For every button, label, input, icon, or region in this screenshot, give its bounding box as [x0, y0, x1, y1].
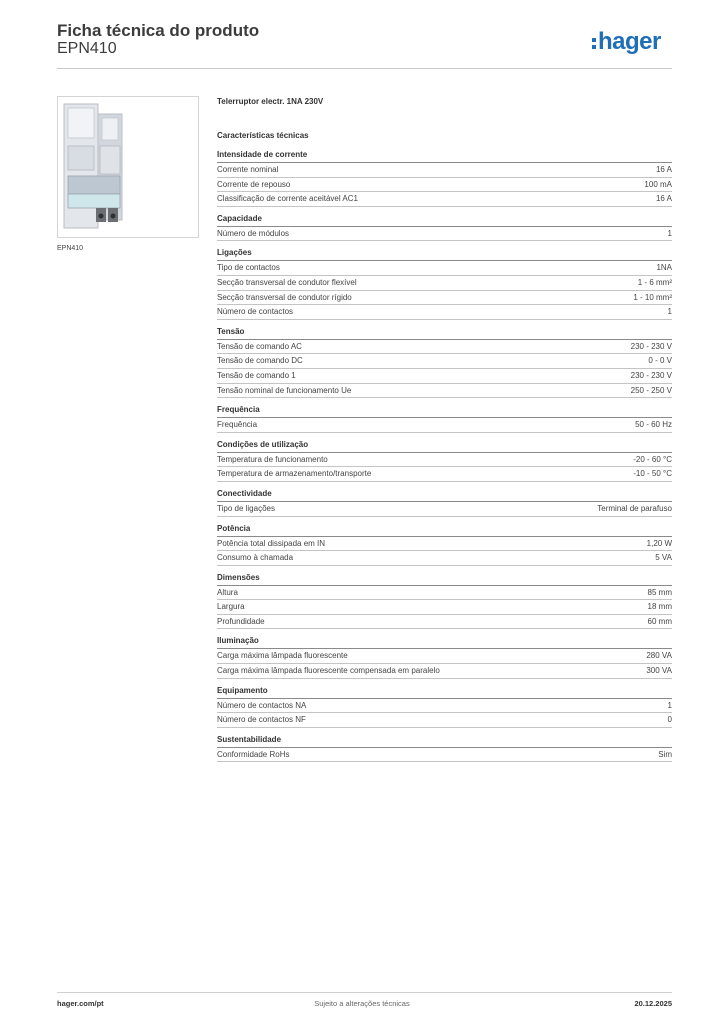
section-title: Potência [217, 523, 672, 537]
footer-divider [57, 992, 672, 993]
section-title: Sustentabilidade [217, 734, 672, 748]
spec-section [217, 635, 672, 678]
spec-section [217, 149, 672, 207]
spec-row [217, 537, 672, 552]
header-divider [57, 68, 672, 69]
spec-row [217, 227, 672, 242]
spec-row [217, 615, 672, 630]
spec-value: Terminal de parafuso [597, 503, 672, 513]
product-code-heading: EPN410 [57, 40, 117, 57]
spec-label: Frequência [217, 420, 258, 430]
spec-label: Tipo de ligações [217, 503, 275, 513]
spec-label: Temperatura de armazenamento/transporte [217, 469, 372, 479]
spec-label: Corrente de repouso [217, 179, 291, 189]
spec-section [217, 439, 672, 482]
spec-value: 230 - 230 V [630, 341, 672, 351]
footer-date: 20.12.2025 [634, 999, 672, 1008]
spec-sections [217, 149, 672, 762]
spec-value: 230 - 230 V [630, 370, 672, 380]
spec-value: 0 - 0 V [648, 356, 672, 366]
spec-label: Largura [217, 602, 245, 612]
footer-website: hager.com/pt [57, 999, 104, 1008]
footer-notice: Sujeito a alterações técnicas [314, 999, 410, 1008]
spec-label: Altura [217, 587, 238, 597]
spec-row [217, 699, 672, 714]
spec-row [217, 649, 672, 664]
spec-label: Profundidade [217, 616, 265, 626]
section-title: Condições de utilização [217, 439, 672, 453]
section-title: Capacidade [217, 213, 672, 227]
spec-value: 100 mA [644, 179, 672, 189]
spec-value: 0 [667, 715, 672, 725]
section-title: Conectividade [217, 488, 672, 502]
spec-label: Tensão nominal de funcionamento Ue [217, 385, 352, 395]
section-title: Dimensões [217, 572, 672, 586]
spec-value: 280 VA [646, 651, 672, 661]
spec-heading: Características técnicas [217, 131, 309, 140]
spec-value: 1NA [656, 263, 672, 273]
spec-label: Tensão de comando 1 [217, 370, 296, 380]
spec-row [217, 305, 672, 320]
section-title: Tensão [217, 326, 672, 340]
section-title: Intensidade de corrente [217, 149, 672, 163]
spec-value: 300 VA [646, 666, 672, 676]
spec-value: 1,20 W [646, 538, 672, 548]
specification-table [217, 95, 672, 762]
section-title: Equipamento [217, 685, 672, 699]
spec-label: Temperatura de funcionamento [217, 454, 328, 464]
spec-section [217, 247, 672, 319]
spec-label: Tipo de contactos [217, 263, 280, 273]
spec-label: Número de contactos NA [217, 700, 307, 710]
spec-row [217, 467, 672, 482]
spec-value: 18 mm [647, 602, 672, 612]
spec-row [217, 276, 672, 291]
spec-row [217, 664, 672, 679]
spec-row [217, 354, 672, 369]
spec-section [217, 685, 672, 728]
spec-row [217, 384, 672, 399]
spec-label: Carga máxima lâmpada fluorescente compensada em paralelo [217, 666, 440, 676]
spec-label: Classificação de corrente aceitável AC1 [217, 194, 358, 204]
spec-row [217, 748, 672, 763]
spec-value: 16 A [655, 194, 672, 204]
spec-row [217, 713, 672, 728]
spec-value: 1 [667, 307, 672, 317]
spec-row [217, 340, 672, 355]
spec-section [217, 572, 672, 630]
spec-value: 60 mm [647, 616, 672, 626]
spec-value: -20 - 60 °C [633, 454, 672, 464]
spec-row [217, 369, 672, 384]
spec-value: 16 A [655, 165, 672, 174]
spec-label: Número de módulos [217, 228, 290, 238]
spec-row [217, 261, 672, 276]
logo-text: hager [598, 28, 661, 55]
spec-section [217, 734, 672, 763]
spec-section [217, 213, 672, 242]
spec-label: Potência total dissipada em IN [217, 538, 326, 548]
spec-value: -10 - 50 °C [633, 469, 672, 479]
section-title: Frequência [217, 404, 672, 418]
spec-value: 50 - 60 Hz [635, 420, 672, 430]
spec-value: 250 - 250 V [630, 385, 672, 395]
logo-dots-icon [592, 38, 596, 52]
page-title: Ficha técnica do produto [57, 21, 260, 40]
section-title: Ligações [217, 247, 672, 261]
spec-label: Número de contactos [217, 307, 294, 317]
spec-row [217, 178, 672, 193]
spec-row [217, 192, 672, 207]
spec-value: 1 - 6 mm² [637, 277, 672, 287]
spec-label: Secção transversal de condutor flexível [217, 277, 357, 287]
spec-row [217, 551, 672, 566]
spec-row [217, 163, 672, 178]
spec-label: Tensão de comando AC [217, 341, 302, 351]
spec-row [217, 291, 672, 306]
spec-section [217, 404, 672, 433]
spec-label: Corrente nominal [217, 165, 279, 174]
spec-section [217, 326, 672, 398]
spec-value: 85 mm [647, 587, 672, 597]
spec-section [217, 488, 672, 517]
spec-label: Consumo à chamada [217, 553, 294, 563]
spec-label: Secção transversal de condutor rígido [217, 292, 352, 302]
spec-value: 1 [667, 228, 672, 238]
spec-label: Tensão de comando DC [217, 356, 303, 366]
product-name: Telerruptor electr. 1NA 230V [217, 97, 324, 106]
spec-label: Conformidade RoHs [217, 749, 290, 759]
spec-row [217, 586, 672, 601]
product-image [62, 100, 126, 232]
section-title: Iluminação [217, 635, 672, 649]
spec-row [217, 418, 672, 433]
spec-row [217, 600, 672, 615]
spec-value: 1 - 10 mm² [633, 292, 672, 302]
spec-value: 1 [667, 700, 672, 710]
spec-section [217, 523, 672, 566]
spec-label: Número de contactos NF [217, 715, 306, 725]
spec-value: Sim [658, 749, 672, 759]
spec-value: 5 VA [655, 553, 672, 563]
image-caption: EPN410 [57, 245, 84, 252]
spec-row [217, 502, 672, 517]
spec-label: Carga máxima lâmpada fluorescente [217, 651, 348, 661]
spec-row [217, 453, 672, 468]
